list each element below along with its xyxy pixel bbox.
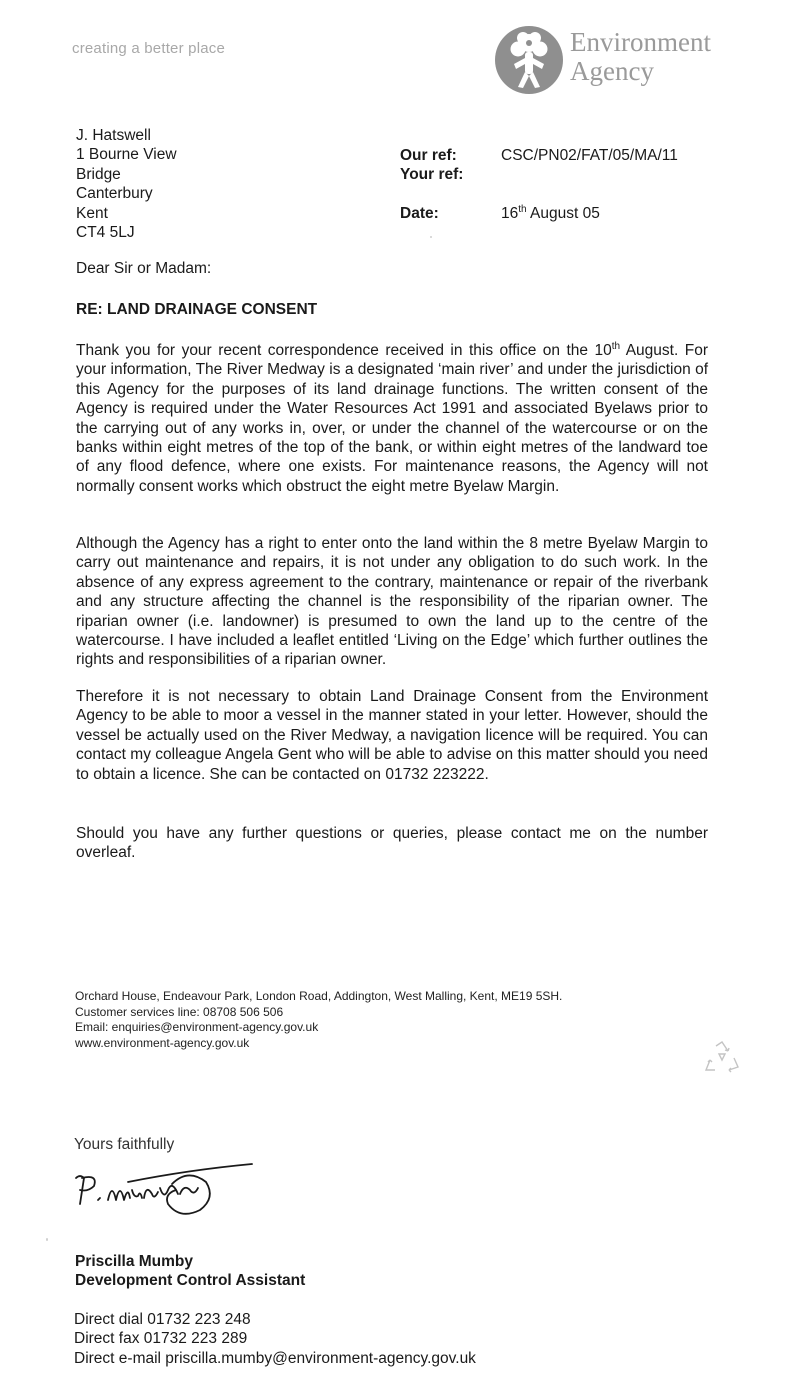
office-address: Orchard House, Endeavour Park, London Road, Addington, West Malling, Kent, ME19 5SH. xyxy=(75,989,563,1003)
office-email: Email: enquiries@environment-agency.gov.uk xyxy=(75,1020,319,1034)
recipient-line-1: 1 Bourne View xyxy=(76,146,177,164)
valediction: Yours faithfully xyxy=(74,1136,175,1153)
customer-services-line: Customer services line: 08708 506 506 xyxy=(75,1004,284,1019)
logo-line-1: Environment xyxy=(570,27,711,57)
your-ref-label: Your ref: xyxy=(400,166,464,184)
recipient-line-4: Kent xyxy=(76,204,108,222)
recipient-postcode: CT4 5LJ xyxy=(76,224,135,242)
paragraph-1: Thank you for your recent correspondence received in this office on the 10th August. For your information, The River Medway is a designated ‘main river’ and under the jurisdiction of this Agency for the purposes of its land drainage functions. The written consent of the Agency is required under the Water Resources Act 1991 and associated Byelaws prior to the carrying out of any works in, over, or under the channel of the watercourse or on the banks within eight metres of the top of the bank, or within eight metres of the landward toe of any flood defence, where one exists. For maintenance reasons, the Agency will not normally consent works which obstruct the eight metre Byelaw Margin. xyxy=(76,340,708,495)
direct-fax: Direct fax 01732 223 289 xyxy=(74,1330,248,1348)
signer-title: Development Control Assistant xyxy=(75,1272,306,1290)
salutation: Dear Sir or Madam: xyxy=(76,260,212,277)
date-value: 16th August 05 xyxy=(501,204,600,223)
handwritten-signature xyxy=(68,1160,258,1230)
recycle-icon xyxy=(702,1040,742,1076)
tagline: creating a better place xyxy=(72,40,226,57)
scan-speck xyxy=(430,236,432,238)
recipient-line-3: Canterbury xyxy=(76,185,153,203)
logo-line-2: Agency xyxy=(570,56,654,86)
paragraph-3: Therefore it is not necessary to obtain Land Drainage Consent from the Environment Agency to be able to moor a vessel in the manner stated in your letter. However, should the vessel be actually used on the River Medway, a navigation licence will be required. You can contact my colleague Angela Gent who will be able to advise on this matter should you need to obtain a licence. She can be contacted on 01732 223222. xyxy=(76,688,708,783)
office-details xyxy=(75,989,562,1051)
signer-block xyxy=(75,1252,305,1291)
subject-heading: RE: LAND DRAINAGE CONSENT xyxy=(76,301,318,318)
recipient-line-2: Bridge xyxy=(76,165,121,183)
environment-agency-tree-figure-icon xyxy=(492,24,566,96)
recipient-address xyxy=(76,126,177,242)
office-website: www.environment-agency.gov.uk xyxy=(75,1035,250,1050)
direct-dial: Direct dial 01732 223 248 xyxy=(74,1311,251,1328)
paragraph-2: Although the Agency has a right to enter onto the land within the 8 metre Byelaw Margin to carry out maintenance and repairs, it is not under any obligation to do such work. In the absence of any express agreement to the contrary, maintenance or repair of the riverbank and any structure affecting the channel is the responsibility of the riparian owner. The riparian owner (i.e. landowner) is presumed to own the land up to the centre of the watercourse. I have included a leaflet entitled ‘Living on the Edge’ which further outlines the rights and responsibilities of a riparian owner. xyxy=(76,535,708,669)
our-ref-value: CSC/PN02/FAT/05/MA/11 xyxy=(501,147,678,164)
date-label: Date: xyxy=(400,205,439,223)
environment-agency-logo xyxy=(492,24,752,96)
direct-contacts xyxy=(74,1310,476,1368)
direct-email: Direct e-mail priscilla.mumby@environment-agency.gov.uk xyxy=(74,1349,476,1367)
recipient-name: J. Hatswell xyxy=(76,127,151,144)
scan-speck xyxy=(46,1238,48,1241)
paragraph-4: Should you have any further questions or queries, please contact me on the number overleaf. xyxy=(76,825,708,862)
our-ref-label: Our ref: xyxy=(400,147,457,164)
signer-name: Priscilla Mumby xyxy=(75,1253,194,1270)
